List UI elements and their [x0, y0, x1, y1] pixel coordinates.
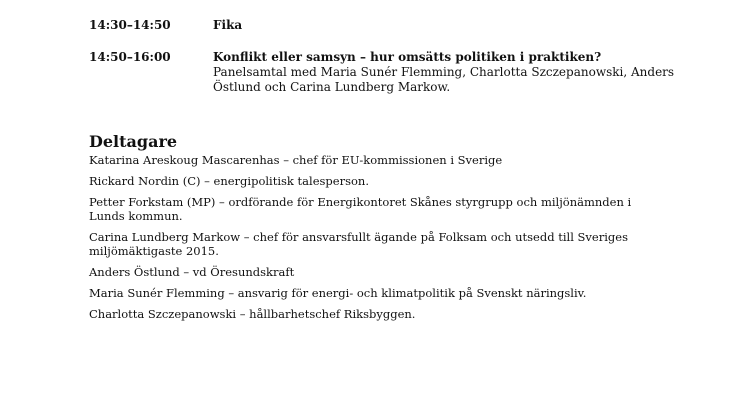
schedule-description: Panelsamtal med Maria Sunér Flemming, Charlotta Szczepanowski, Anders Östlund och Carina Lundberg Markow.: [213, 65, 675, 94]
participant-item: Petter Forkstam (MP) – ordförande för Energikontoret Skånes styrgrupp och miljönämnden i Lunds kommun.: [89, 195, 632, 223]
participants-list: [89, 153, 659, 328]
schedule-title: Fika: [213, 18, 243, 32]
participant-item: Charlotta Szczepanowski – hållbarhetschef Riksbyggen.: [89, 307, 416, 321]
participant-item: Katarina Areskoug Mascarenhas – chef för EU-kommissionen i Sverige: [89, 153, 503, 167]
schedule-content: [213, 18, 683, 33]
participants-heading: Deltagare: [89, 132, 178, 151]
participant-item: Rickard Nordin (C) – energipolitisk talesperson.: [89, 174, 369, 188]
schedule-time: 14:30–14:50: [89, 18, 171, 32]
participant-item: Carina Lundberg Markow – chef för ansvarsfullt ägande på Folksam och utsedd till Sveriges miljömäktigaste 2015.: [89, 230, 628, 258]
schedule-content: [213, 50, 683, 95]
participant-item: Anders Östlund – vd Öresundskraft: [89, 265, 295, 279]
participant-item: Maria Sunér Flemming – ansvarig för energi- och klimatpolitik på Svenskt näringsliv.: [89, 286, 587, 300]
schedule-title: Konflikt eller samsyn – hur omsätts politiken i praktiken?: [213, 50, 602, 64]
schedule-time: 14:50–16:00: [89, 50, 171, 64]
